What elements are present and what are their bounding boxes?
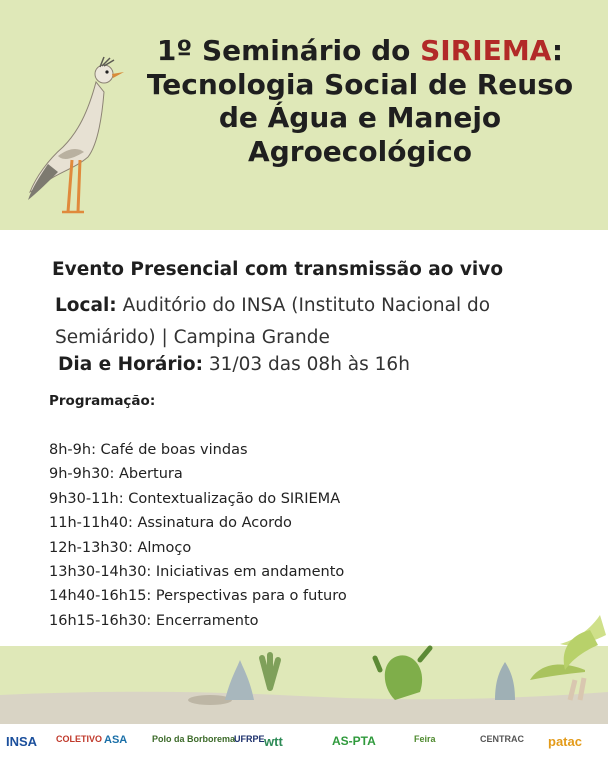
program-item: 12h-13h30: Almoço xyxy=(49,539,192,556)
sponsor-logos xyxy=(0,724,608,768)
logo-polo-borborema: Polo da Borborema xyxy=(152,734,236,744)
logo-insa: INSA xyxy=(6,734,38,749)
logo-centrac: CENTRAC xyxy=(480,734,524,744)
date-value: 31/03 das 08h às 16h xyxy=(202,354,410,375)
plants-illustration xyxy=(0,600,608,725)
title-highlight: SIRIEMA xyxy=(420,34,552,67)
program-item: 8h-9h: Café de boas vindas xyxy=(49,442,248,458)
event-location xyxy=(55,290,575,354)
logo-patac: patac xyxy=(548,734,582,749)
logo-asa: ASA xyxy=(104,734,128,746)
program-item: 16h15-16h30: Encerramento xyxy=(49,612,259,629)
program-item: 13h30-14h30: Iniciativas em andamento xyxy=(49,564,345,581)
title-line-3: de Água e Manejo xyxy=(218,101,502,135)
title-prefix: 1º Seminário do xyxy=(156,34,421,67)
location-value: Auditório do INSA (Instituto Nacional do Semiárido) | Campina Grande xyxy=(55,295,491,348)
program-heading: Programação: xyxy=(49,393,156,409)
logo-wtt: wtt xyxy=(264,734,283,749)
event-date xyxy=(58,354,410,375)
title-colon: : xyxy=(551,34,564,67)
title-line-4: Agroecológico xyxy=(248,134,472,168)
seriema-bird-illustration xyxy=(18,52,138,222)
logo-feira: Feira xyxy=(414,734,436,744)
logo-ufrpe: UFRPE xyxy=(234,734,265,744)
logo-as-pta: AS-PTA xyxy=(332,734,376,748)
date-label: Dia e Horário: xyxy=(58,354,203,375)
program-item: 14h40-16h15: Perspectivas para o futuro xyxy=(49,588,347,605)
title-line-2: Tecnologia Social de Reuso xyxy=(146,67,574,101)
program-item: 9h-9h30: Abertura xyxy=(49,466,183,483)
program-item: 11h-11h40: Assinatura do Acordo xyxy=(49,515,292,532)
location-label: Local: xyxy=(55,295,117,316)
page-title xyxy=(140,34,580,168)
event-modality: Evento Presencial com transmissão ao vivo xyxy=(52,259,504,280)
program-item: 9h30-11h: Contextualização do SIRIEMA xyxy=(49,490,341,507)
logo-coletivo: COLETIVO xyxy=(56,734,103,744)
